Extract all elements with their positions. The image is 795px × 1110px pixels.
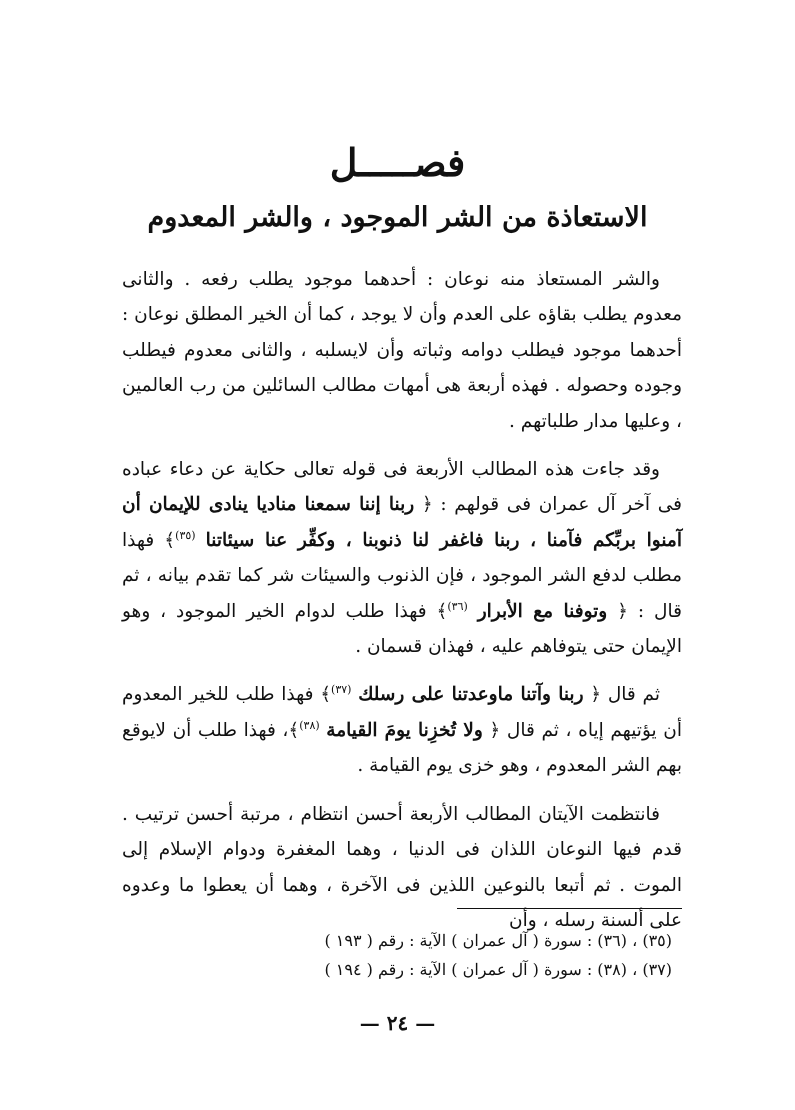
p3-text-b: ﴾ فهذا طلب للخير المعدوم أن يؤتيهم إياه ، ثم قال ﴿ xyxy=(122,684,683,741)
footnote-ref-35: (٣٥) xyxy=(175,528,196,542)
footnote-divider xyxy=(457,908,682,909)
paragraph-2 xyxy=(122,452,682,664)
p2-text-c: ﴾ فهذا طلب لدوام الخير الموجود ، وهو الإيمان حتى يتوفاهم عليه ، فهذان قسمان . xyxy=(122,600,682,658)
p2-text-b: ﴾ فهذا مطلب لدفع الشر الموجود ، فإن الذنوب والسيئات شر كما تقدم بيانه ، ثم قال : ﴿ xyxy=(122,529,682,622)
footnote-line: (٣٥) ، (٣٦) : سورة ( آل عمران ) الآية : رقم ( ١٩٣ ) xyxy=(324,931,672,950)
p3-text-a: ثم قال ﴿ xyxy=(590,684,660,706)
quran-quote-4: ولا تُخزِنا يومَ القيامة xyxy=(326,719,483,741)
section-heading: فصـــــل xyxy=(329,140,466,185)
paragraph-4: فانتظمت الآيتان المطالب الأربعة أحسن انتظام ، مرتبة أحسن ترتيب . قدم فيها النوعان اللذان فى الدنيا ، وهما المغفرة ودوام الإسلام إلى الموت . ثم أتبعا بالنوعين اللذين فى الآخرة ، وهما أن يعطوا ما وعدوه على ألسنة رسله ، وأن xyxy=(122,803,682,931)
footnote-line: (٣٧) ، (٣٨) : سورة ( آل عمران ) الآية : رقم ( ١٩٤ ) xyxy=(324,960,672,979)
footnote-ref-37: (٣٧) xyxy=(331,683,352,697)
quran-quote-2: وتوفنا مع الأبرار xyxy=(477,600,608,622)
body-text xyxy=(122,262,682,951)
page-number: — ٢٤ — xyxy=(359,1011,436,1035)
quran-quote-1: ربنا إننا سمعنا مناديا ينادى للإيمان أن آمنوا بربِّكم فآمنا ، ربنا فاغفر لنا ذنوبنا ، وكفِّر عنا سيئاتنا xyxy=(122,494,682,551)
section-title: الاستعاذة من الشر الموجود ، والشر المعدوم xyxy=(147,202,648,233)
footnote-ref-36: (٣٦) xyxy=(447,599,468,613)
p3-text-c: ﴾، فهذا طلب أن لايوقع بهم الشر المعدوم ، وهو خزى يوم القيامة . xyxy=(122,719,682,777)
p2-text-a: وقد جاءت هذه المطالب الأربعة فى قوله تعالى حكاية عن دعاء عباده فى آخر آل عمران فى قولهم : ﴿ xyxy=(122,459,682,516)
paragraph-3 xyxy=(122,677,682,783)
footnote-ref-38: (٣٨) xyxy=(299,718,320,732)
paragraph-1: والشر المستعاذ منه نوعان : أحدهما موجود يطلب رفعه . والثانى معدوم يطلب بقاؤه على العدم وأن لا يوجد ، كما أن الخير المطلق نوعان : أحدهما موجود فيطلب دوامه وثباته وأن لايسلبه ، والثانى معدوم فيطلب وجوده وحصوله . فهذه أربعة هى أمهات مطالب السائلين من رب العالمين ، وعليها مدار طلباتهم . xyxy=(122,269,682,432)
quran-quote-3: ربنا وآتنا ماوعدتنا على رسلك xyxy=(358,684,584,706)
footnotes xyxy=(122,926,682,984)
